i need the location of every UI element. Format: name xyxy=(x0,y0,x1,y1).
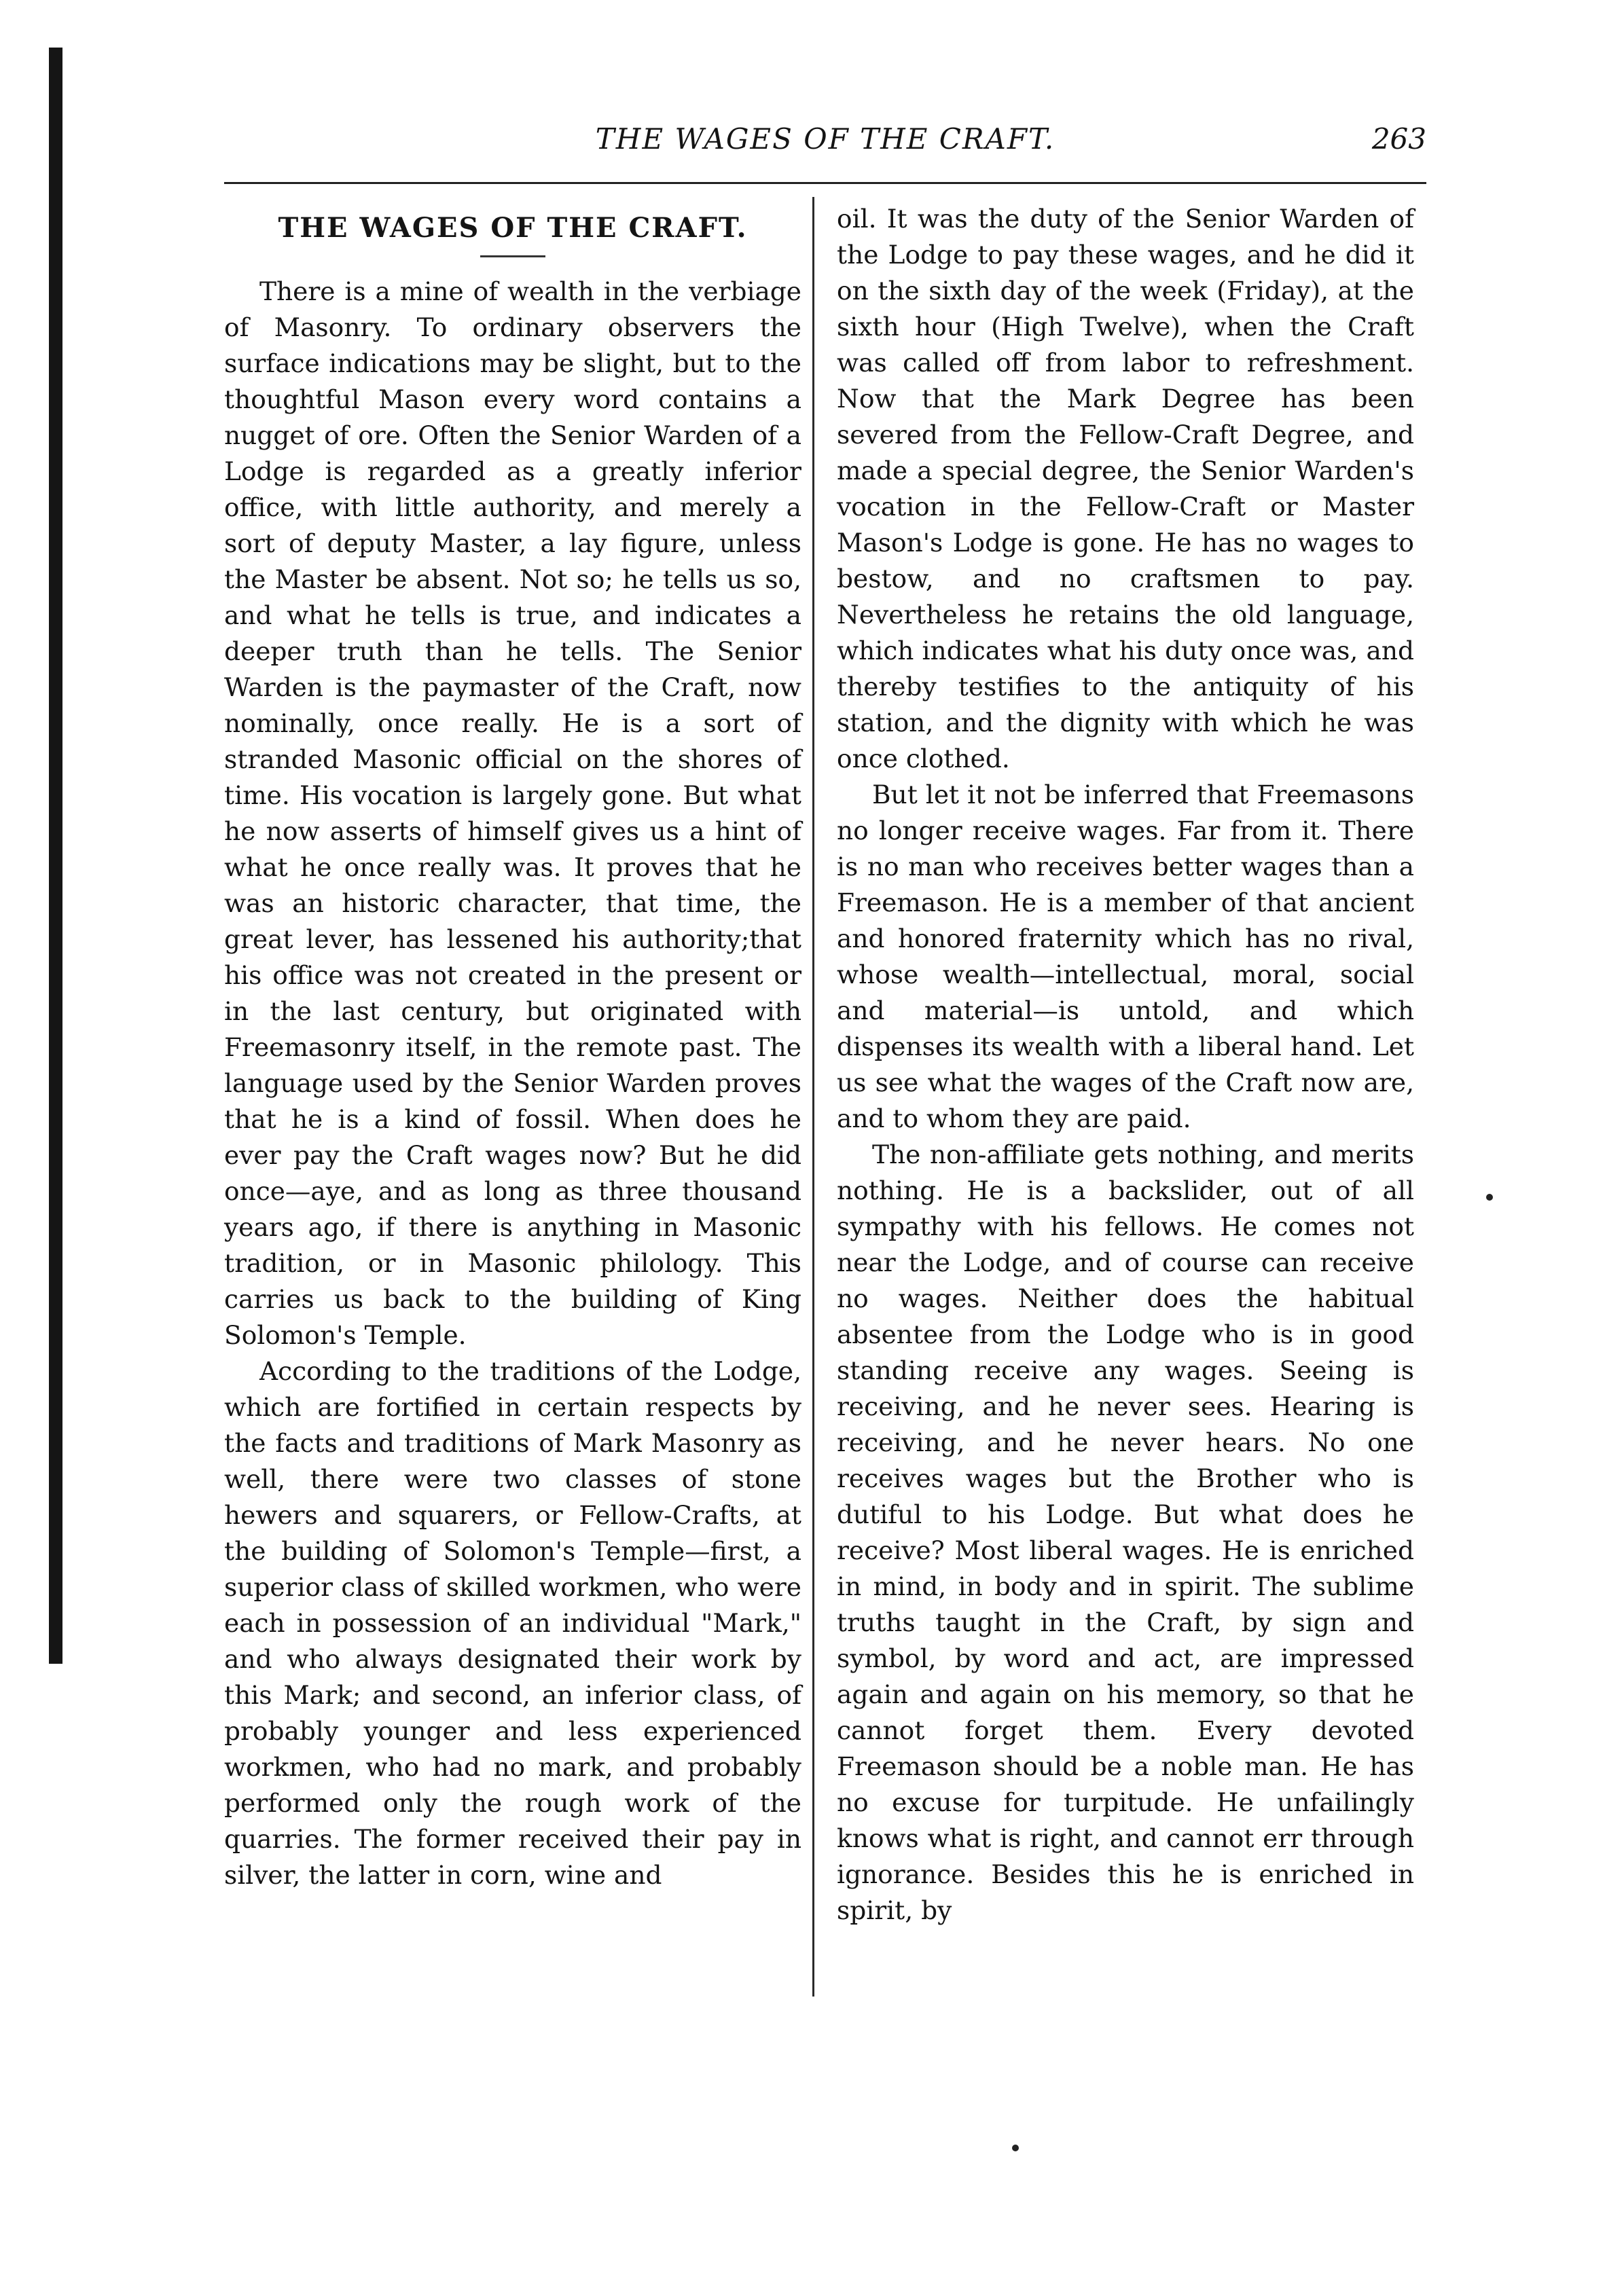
header-rule xyxy=(224,182,1426,184)
ink-speck xyxy=(1012,2145,1019,2151)
paragraph: There is a mine of wealth in the verbiage of Masonry. To ordinary observers the surface indications may be slight, but to the thoughtful Mason every word contains a nugget of ore. Often the Senior Warden of a Lodge is regarded as a greatly inferior office, with little authority, and merely a sort of deputy Master, a lay figure, unless the Master be absent. Not so; he tells us so, and what he tells is true, and indicates a deeper truth than he tells. The Senior Warden is the paymaster of the Craft, now nominally, once really. He is a sort of stranded Masonic official on the shores of time. His vocation is largely gone. But what he now asserts of himself gives us a hint of what he once really was. It proves that he was an historic character, that time, the great lever, has lessened his authority;that his office was not created in the present or in the last century, but originated with Freemasonry itself, in the remote past. The language used by the Senior Warden proves that he is a kind of fossil. When does he ever pay the Craft wages now? But he did once—aye, and as long as three thousand years ago, if there is anything in Masonic tradition, or in Masonic philology. This carries us back to the building of King Solomon's Temple. xyxy=(224,276,801,1350)
paragraph-continued: oil. It was the duty of the Senior Warden of the Lodge to pay these wages, and he did it on the sixth day of the week (Friday), at the sixth hour (High Twelve), when the Craft was called off from labor to refreshment. Now that the Mark Degree has been severed from the Fellow-Craft Degree, and made a special degree, the Senior Warden's vocation in the Fellow-Craft or Master Mason's Lodge is gone. He has no wages to bestow, and no craftsmen to pay. Nevertheless he retains the old language, which indicates what his duty once was, and thereby testifies to the antiquity of his station, and the dignity with which he was once clothed. xyxy=(837,204,1414,773)
left-column xyxy=(224,201,801,1893)
running-head xyxy=(224,122,1426,170)
ink-speck xyxy=(1486,1194,1493,1201)
paragraph: According to the traditions of the Lodge, which are fortified in certain respects by the facts and traditions of Mark Masonry as well, there were two classes of stone hewers and squarers, or Fellow-Crafts, at the building of Solomon's Temple—first, a superior class of skilled workmen, who were each in possession of an individual "Mark," and who always designated their work by this Mark; and second, an inferior class, of probably younger and less experienced workmen, who had no mark, and probably performed only the rough work of the quarries. The former received their pay in silver, the latter in corn, wine and xyxy=(224,1356,801,1890)
title-dash xyxy=(480,255,545,257)
article-title: THE WAGES OF THE CRAFT. xyxy=(278,212,748,244)
running-head-title: THE WAGES OF THE CRAFT. xyxy=(595,122,1055,156)
paragraph: The non-affiliate gets nothing, and merits nothing. He is a backslider, out of all sympathy with his fellows. He comes not near the Lodge, and of course can receive no wages. Neither does the habitual absentee from the Lodge who is in good standing receive any wages. Seeing is receiving, and he never sees. Hearing is receiving, and he never hears. No one receives wages but the Brother who is dutiful to his Lodge. But what does he receive? Most liberal wages. He is enriched in mind, in body and in spirit. The sublime truths taught in the Craft, by sign and symbol, by word and act, are impressed again and again on his memory, so that he cannot forget them. Every devoted Freemason should be a noble man. He has no excuse for turpitude. He unfailingly knows what is right, and cannot err through ignorance. Besides this he is enriched in spirit, by xyxy=(837,1140,1414,1925)
paragraph: But let it not be inferred that Freemasons no longer receive wages. Far from it. There is no man who receives better wages than a Freemason. He is a member of that ancient and honored fraternity which has no rival, whose wealth—intellectual, moral, social and material—is untold, and which dispenses its wealth with a liberal hand. Let us see what the wages of the Craft now are, and to whom they are paid. xyxy=(837,780,1414,1133)
right-column xyxy=(837,201,1414,1929)
column-divider xyxy=(812,197,814,1997)
page-number: 263 xyxy=(1371,122,1426,156)
page-edge-shadow xyxy=(49,48,62,1664)
